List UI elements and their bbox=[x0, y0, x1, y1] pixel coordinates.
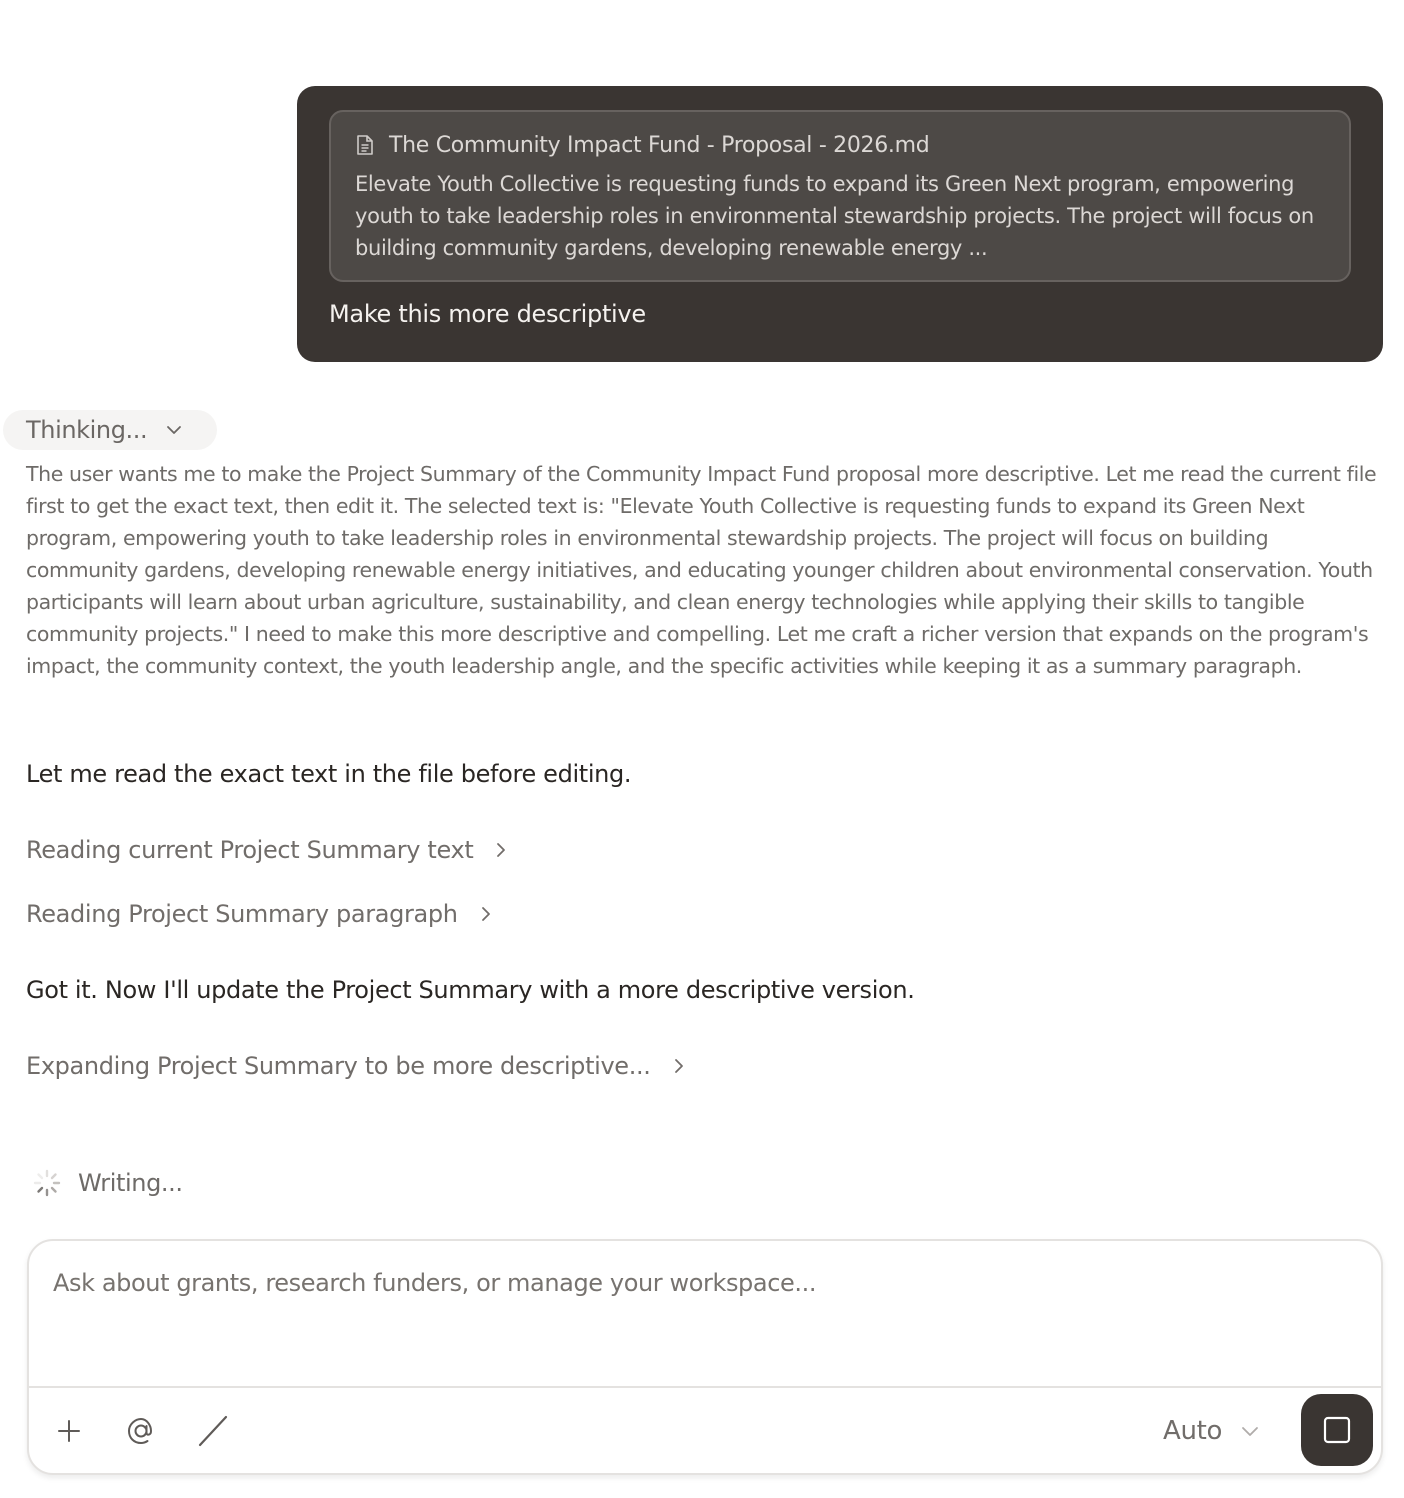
user-message-text: Make this more descriptive bbox=[329, 300, 646, 328]
tool-call-label: Expanding Project Summary to be more descriptive... bbox=[26, 1052, 651, 1080]
plus-icon bbox=[56, 1418, 82, 1444]
slash-icon bbox=[196, 1414, 230, 1448]
at-icon bbox=[124, 1414, 158, 1448]
tool-call-reading-current-summary[interactable] bbox=[26, 836, 507, 864]
writing-label: Writing... bbox=[78, 1169, 183, 1197]
stop-icon bbox=[1322, 1415, 1352, 1445]
chevron-right-icon bbox=[673, 1057, 685, 1075]
thinking-toggle[interactable] bbox=[3, 410, 217, 450]
chevron-down-icon bbox=[1240, 1425, 1260, 1437]
tool-call-reading-summary-paragraph[interactable] bbox=[26, 900, 492, 928]
assistant-message: Got it. Now I'll update the Project Summary with a more descriptive version. bbox=[26, 976, 915, 1004]
chat-input[interactable] bbox=[29, 1241, 1381, 1386]
mode-selected: Auto bbox=[1163, 1416, 1223, 1446]
command-button[interactable] bbox=[193, 1411, 233, 1451]
spinner-icon bbox=[32, 1168, 62, 1198]
thinking-label: Thinking... bbox=[26, 416, 148, 444]
attachment-header bbox=[355, 130, 1325, 160]
tool-call-expanding-summary[interactable] bbox=[26, 1052, 685, 1080]
attachment-filename: The Community Impact Fund - Proposal - 2026.md bbox=[389, 132, 930, 158]
mode-dropdown[interactable] bbox=[1163, 1411, 1260, 1451]
writing-status bbox=[32, 1168, 183, 1198]
assistant-message: Let me read the exact text in the file before editing. bbox=[26, 760, 632, 788]
stop-button[interactable] bbox=[1301, 1394, 1373, 1466]
user-message-bubble bbox=[297, 86, 1383, 362]
document-icon bbox=[355, 134, 375, 156]
message-composer bbox=[27, 1239, 1383, 1475]
chevron-down-icon bbox=[165, 424, 183, 436]
mention-button[interactable] bbox=[121, 1411, 161, 1451]
add-button[interactable] bbox=[49, 1411, 89, 1451]
composer-divider bbox=[29, 1386, 1381, 1388]
chevron-right-icon bbox=[495, 841, 507, 859]
tool-call-label: Reading current Project Summary text bbox=[26, 836, 474, 864]
attachment-preview: Elevate Youth Collective is requesting funds to expand its Green Next program, empowering youth to take leadership roles in environmental stewardship projects. The project will focus on building community gardens, developing renewable energy ... bbox=[355, 172, 1314, 260]
thinking-content: The user wants me to make the Project Summary of the Community Impact Fund proposal more descriptive. Let me read the current file first to get the exact text, then edit it. The selected text is: "Elevate Youth Collective is requesting funds to expand its Green Next program, empowering youth to take leadership roles in environmental stewardship projects. The project will focus on building community gardens, developing renewable energy initiatives, and educating younger children about environmental conservation. Youth participants will learn about urban agriculture, sustainability, and clean energy technologies while applying their skills to tangible community projects." I need to make this more descriptive and compelling. Let me craft a richer version that expands on the program's impact, the community context, the youth leadership angle, and the specific activities while keeping it as a summary paragraph. bbox=[26, 462, 1377, 678]
tool-call-label: Reading Project Summary paragraph bbox=[26, 900, 458, 928]
file-attachment-card[interactable] bbox=[329, 110, 1351, 282]
chevron-right-icon bbox=[480, 905, 492, 923]
